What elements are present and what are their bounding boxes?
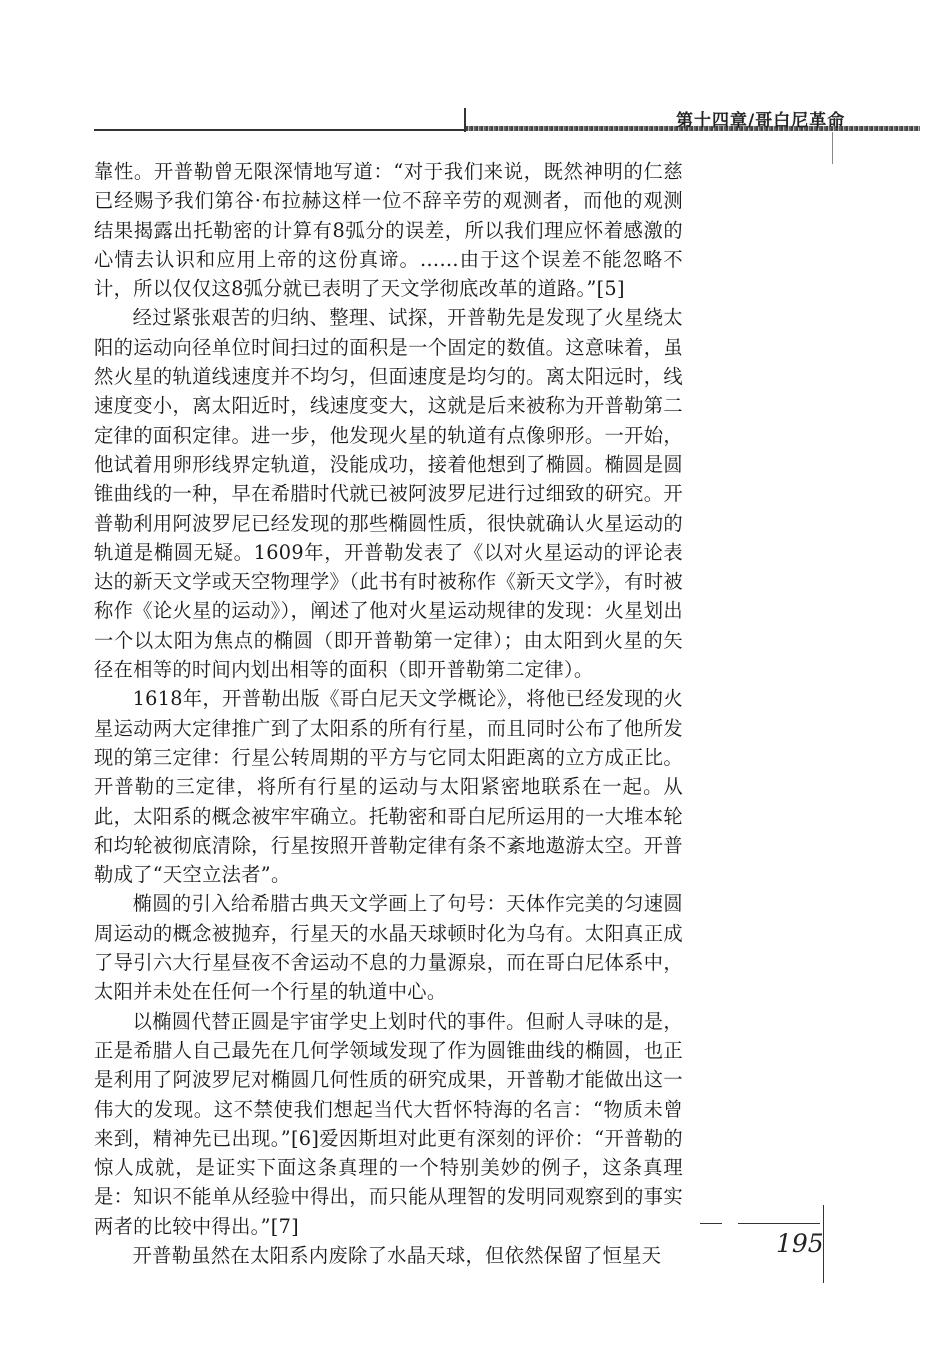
footer-rule (738, 1223, 820, 1224)
running-header-title: 第十四章/哥白尼革命 (676, 111, 846, 131)
paragraph: 以椭圆代替正圆是宇宙学史上划时代的事件。但耐人寻味的是，正是希腊人自己最先在几何学领域发现了作为圆锥曲线的椭圆，也正是利用了阿波罗尼对椭圆几何性质的研究成果，开普勒才能做出这一伟大的发现。这不禁使我们想起当代大哲怀特海的名言：“物质未曾来到，精神先已出现。”[6]爱因斯坦对此更有深刻的评价：“开普勒的惊人成就，是证实下面这条真理的一个特别美妙的例子，这条真理是：知识不能单从经验中得出，而只能从理智的发明同观察到的事实两者的比较中得出。”[7] (94, 1009, 683, 1238)
paragraph: 椭圆的引入给希腊古典天文学画上了句号：天体作完美的匀速圆周运动的概念被抛弃，行星天的水晶天球顿时化为乌有。太阳真正成了导引六大行星昼夜不舍运动不息的力量源泉，而在哥白尼体系中，太阳并未处在任何一个行星的轨道中心。 (94, 892, 683, 1004)
header-rule (94, 129, 466, 131)
paragraph: 开普勒虽然在太阳系内废除了水晶天球，但依然保留了恒星天 (132, 1243, 662, 1267)
footer-dash (700, 1223, 722, 1224)
body-text (94, 157, 683, 1270)
header-tick-mark (832, 132, 833, 164)
paragraph: 靠性。开普勒曾无限深情地写道：“对于我们来说，既然神明的仁慈已经赐予我们第谷·布拉赫这样一位不辞辛劳的观测者，而他的观测结果揭露出托勒密的计算有8弧分的误差，所以我们理应怀着感激的心情去认识和应用上帝的这份真谛。……由于这个误差不能忽略不计，所以仅仅这8弧分就已表明了天文学彻底改革的道路。”[5] (94, 160, 683, 301)
paragraph: 经过紧张艰苦的归纳、整理、试探，开普勒先是发现了火星绕太阳的运动向径单位时间扫过的面积是一个固定的数值。这意味着，虽然火星的轨道线速度并不均匀，但面速度是均匀的。离太阳远时，线速度变小，离太阳近时，线速度变大，这就是后来被称为开普勒第二定律的面积定律。进一步，他发现火星的轨道有点像卵形。一开始，他试着用卵形线界定轨道，没能成功，接着他想到了椭圆。椭圆是圆锥曲线的一种，早在希腊时代就已被阿波罗尼进行过细致的研究。开普勒利用阿波罗尼已经发现的那些椭圆性质，很快就确认火星运动的轨道是椭圆无疑。1609年，开普勒发表了《以对火星运动的评论表达的新天文学或天空物理学》（此书有时被称作《新天文学》，有时被称作《论火星的运动》），阐述了他对火星运动规律的发现：火星划出一个以太阳为焦点的椭圆（即开普勒第一定律）；由太阳到火星的矢径在相等的时间内划出相等的面积（即开普勒第二定律）。 (94, 306, 683, 682)
paragraph: 1618年，开普勒出版《哥白尼天文学概论》，将他已经发现的火星运动两大定律推广到了太阳系的所有行星，而且同时公布了他所发现的第三定律：行星公转周期的平方与它同太阳距离的立方成正比。开普勒的三定律，将所有行星的运动与太阳紧密地联系在一起。从此，太阳系的概念被牢牢确立。托勒密和哥白尼所运用的一大堆本轮和均轮被彻底清除，行星按照开普勒定律有条不紊地遨游太空。开普勒成了“天空立法者”。 (94, 687, 683, 887)
page-number: 195 (776, 1229, 824, 1258)
